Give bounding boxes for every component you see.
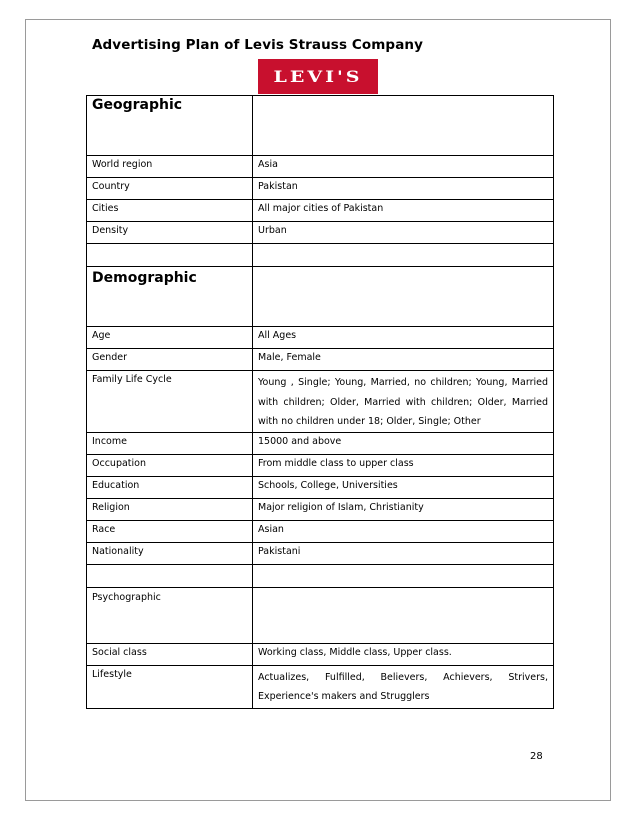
levis-logo-wordmark xyxy=(263,65,373,89)
spacer-row xyxy=(87,244,554,267)
svg-text:LEVI'S: LEVI'S xyxy=(273,66,363,87)
table-row xyxy=(87,371,554,433)
empty-cell xyxy=(87,564,253,587)
row-value: Working class, Middle class, Upper class. xyxy=(253,643,554,665)
section-header-row xyxy=(87,587,554,643)
table-row xyxy=(87,327,554,349)
row-value: Major religion of Islam, Christianity xyxy=(253,498,554,520)
row-label: World region xyxy=(87,156,253,178)
table-row xyxy=(87,542,554,564)
row-label: Density xyxy=(87,222,253,244)
row-label: Income xyxy=(87,432,253,454)
row-value: Asia xyxy=(253,156,554,178)
segmentation-table xyxy=(86,95,554,709)
row-value: Young , Single; Young, Married, no children; Young, Married with children; Older, Married with children; Older, Married with no children under 18; Older, Single; Other xyxy=(253,371,554,433)
empty-cell xyxy=(87,244,253,267)
levis-logo xyxy=(258,59,378,94)
section-title-cell xyxy=(87,96,253,156)
row-value: From middle class to upper class xyxy=(253,454,554,476)
empty-cell xyxy=(253,267,554,327)
table-row xyxy=(87,178,554,200)
row-value: Actualizes, Fulfilled, Believers, Achievers, Strivers, Experience's makers and Strugglers xyxy=(253,665,554,708)
table-row xyxy=(87,349,554,371)
section-title-demographic: Demographic xyxy=(92,270,197,286)
table-row xyxy=(87,520,554,542)
row-label: Age xyxy=(87,327,253,349)
row-value: All major cities of Pakistan xyxy=(253,200,554,222)
table-row xyxy=(87,643,554,665)
row-label: Country xyxy=(87,178,253,200)
section-title-cell xyxy=(87,267,253,327)
section-title-psychographic: Psychographic xyxy=(87,587,253,643)
row-label: Occupation xyxy=(87,454,253,476)
row-label: Education xyxy=(87,476,253,498)
spacer-row xyxy=(87,564,554,587)
page-header-title: Advertising Plan of Levis Strauss Company xyxy=(92,37,424,53)
table-row xyxy=(87,454,554,476)
section-header-row xyxy=(87,267,554,327)
row-label: Social class xyxy=(87,643,253,665)
section-header-row xyxy=(87,96,554,156)
table-row xyxy=(87,498,554,520)
row-label: Religion xyxy=(87,498,253,520)
row-value: 15000 and above xyxy=(253,432,554,454)
table-row xyxy=(87,200,554,222)
table-row xyxy=(87,156,554,178)
row-value: Asian xyxy=(253,520,554,542)
empty-cell xyxy=(253,96,554,156)
row-value: All Ages xyxy=(253,327,554,349)
page-number: 28 xyxy=(530,751,543,762)
row-value: Schools, College, Universities xyxy=(253,476,554,498)
table-row xyxy=(87,665,554,708)
row-value: Pakistani xyxy=(253,542,554,564)
empty-cell xyxy=(253,564,554,587)
row-value: Urban xyxy=(253,222,554,244)
table-row xyxy=(87,432,554,454)
row-value: Male, Female xyxy=(253,349,554,371)
row-label: Gender xyxy=(87,349,253,371)
row-value: Pakistan xyxy=(253,178,554,200)
section-title-geographic: Geographic xyxy=(92,97,183,113)
row-label: Race xyxy=(87,520,253,542)
table-row xyxy=(87,222,554,244)
empty-cell xyxy=(253,587,554,643)
row-label: Lifestyle xyxy=(87,665,253,708)
empty-cell xyxy=(253,244,554,267)
table-row xyxy=(87,476,554,498)
row-label: Family Life Cycle xyxy=(87,371,253,433)
row-label: Nationality xyxy=(87,542,253,564)
row-label: Cities xyxy=(87,200,253,222)
